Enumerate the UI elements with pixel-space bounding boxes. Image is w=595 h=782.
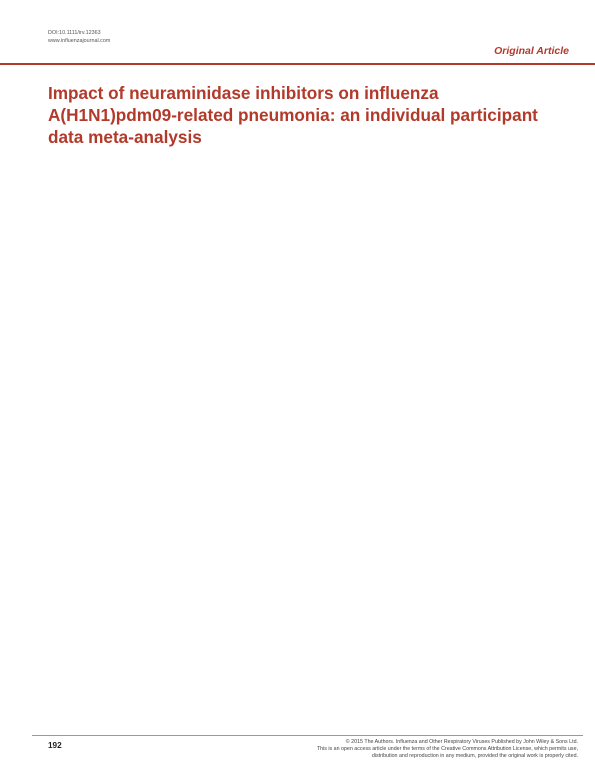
license-line: distribution and reproduction in any medium, provided the original work is properly cited.	[371, 753, 578, 759]
header-divider	[0, 63, 595, 65]
license-notice	[160, 739, 578, 760]
article-meta	[48, 29, 110, 45]
article-title: Impact of neuraminidase inhibitors on influenza A(H1N1)pdm09-related pneumonia: an individual participant data meta-analysis	[48, 83, 538, 147]
journal-url[interactable]: www.influenzajournal.com	[48, 38, 111, 44]
license-line: This is an open access article under the terms of the Creative Commons Attribution License, which permits use,	[316, 746, 578, 752]
footer-divider	[32, 735, 583, 736]
license-line: © 2015 The Authors. Influenza and Other Respiratory Viruses Published by John Wiley & Sons Ltd.	[345, 739, 578, 745]
page-number: 192	[48, 741, 62, 750]
doi-text: DOI:10.1111/irv.12363	[48, 30, 101, 36]
article-type-label: Original Article	[494, 45, 569, 57]
